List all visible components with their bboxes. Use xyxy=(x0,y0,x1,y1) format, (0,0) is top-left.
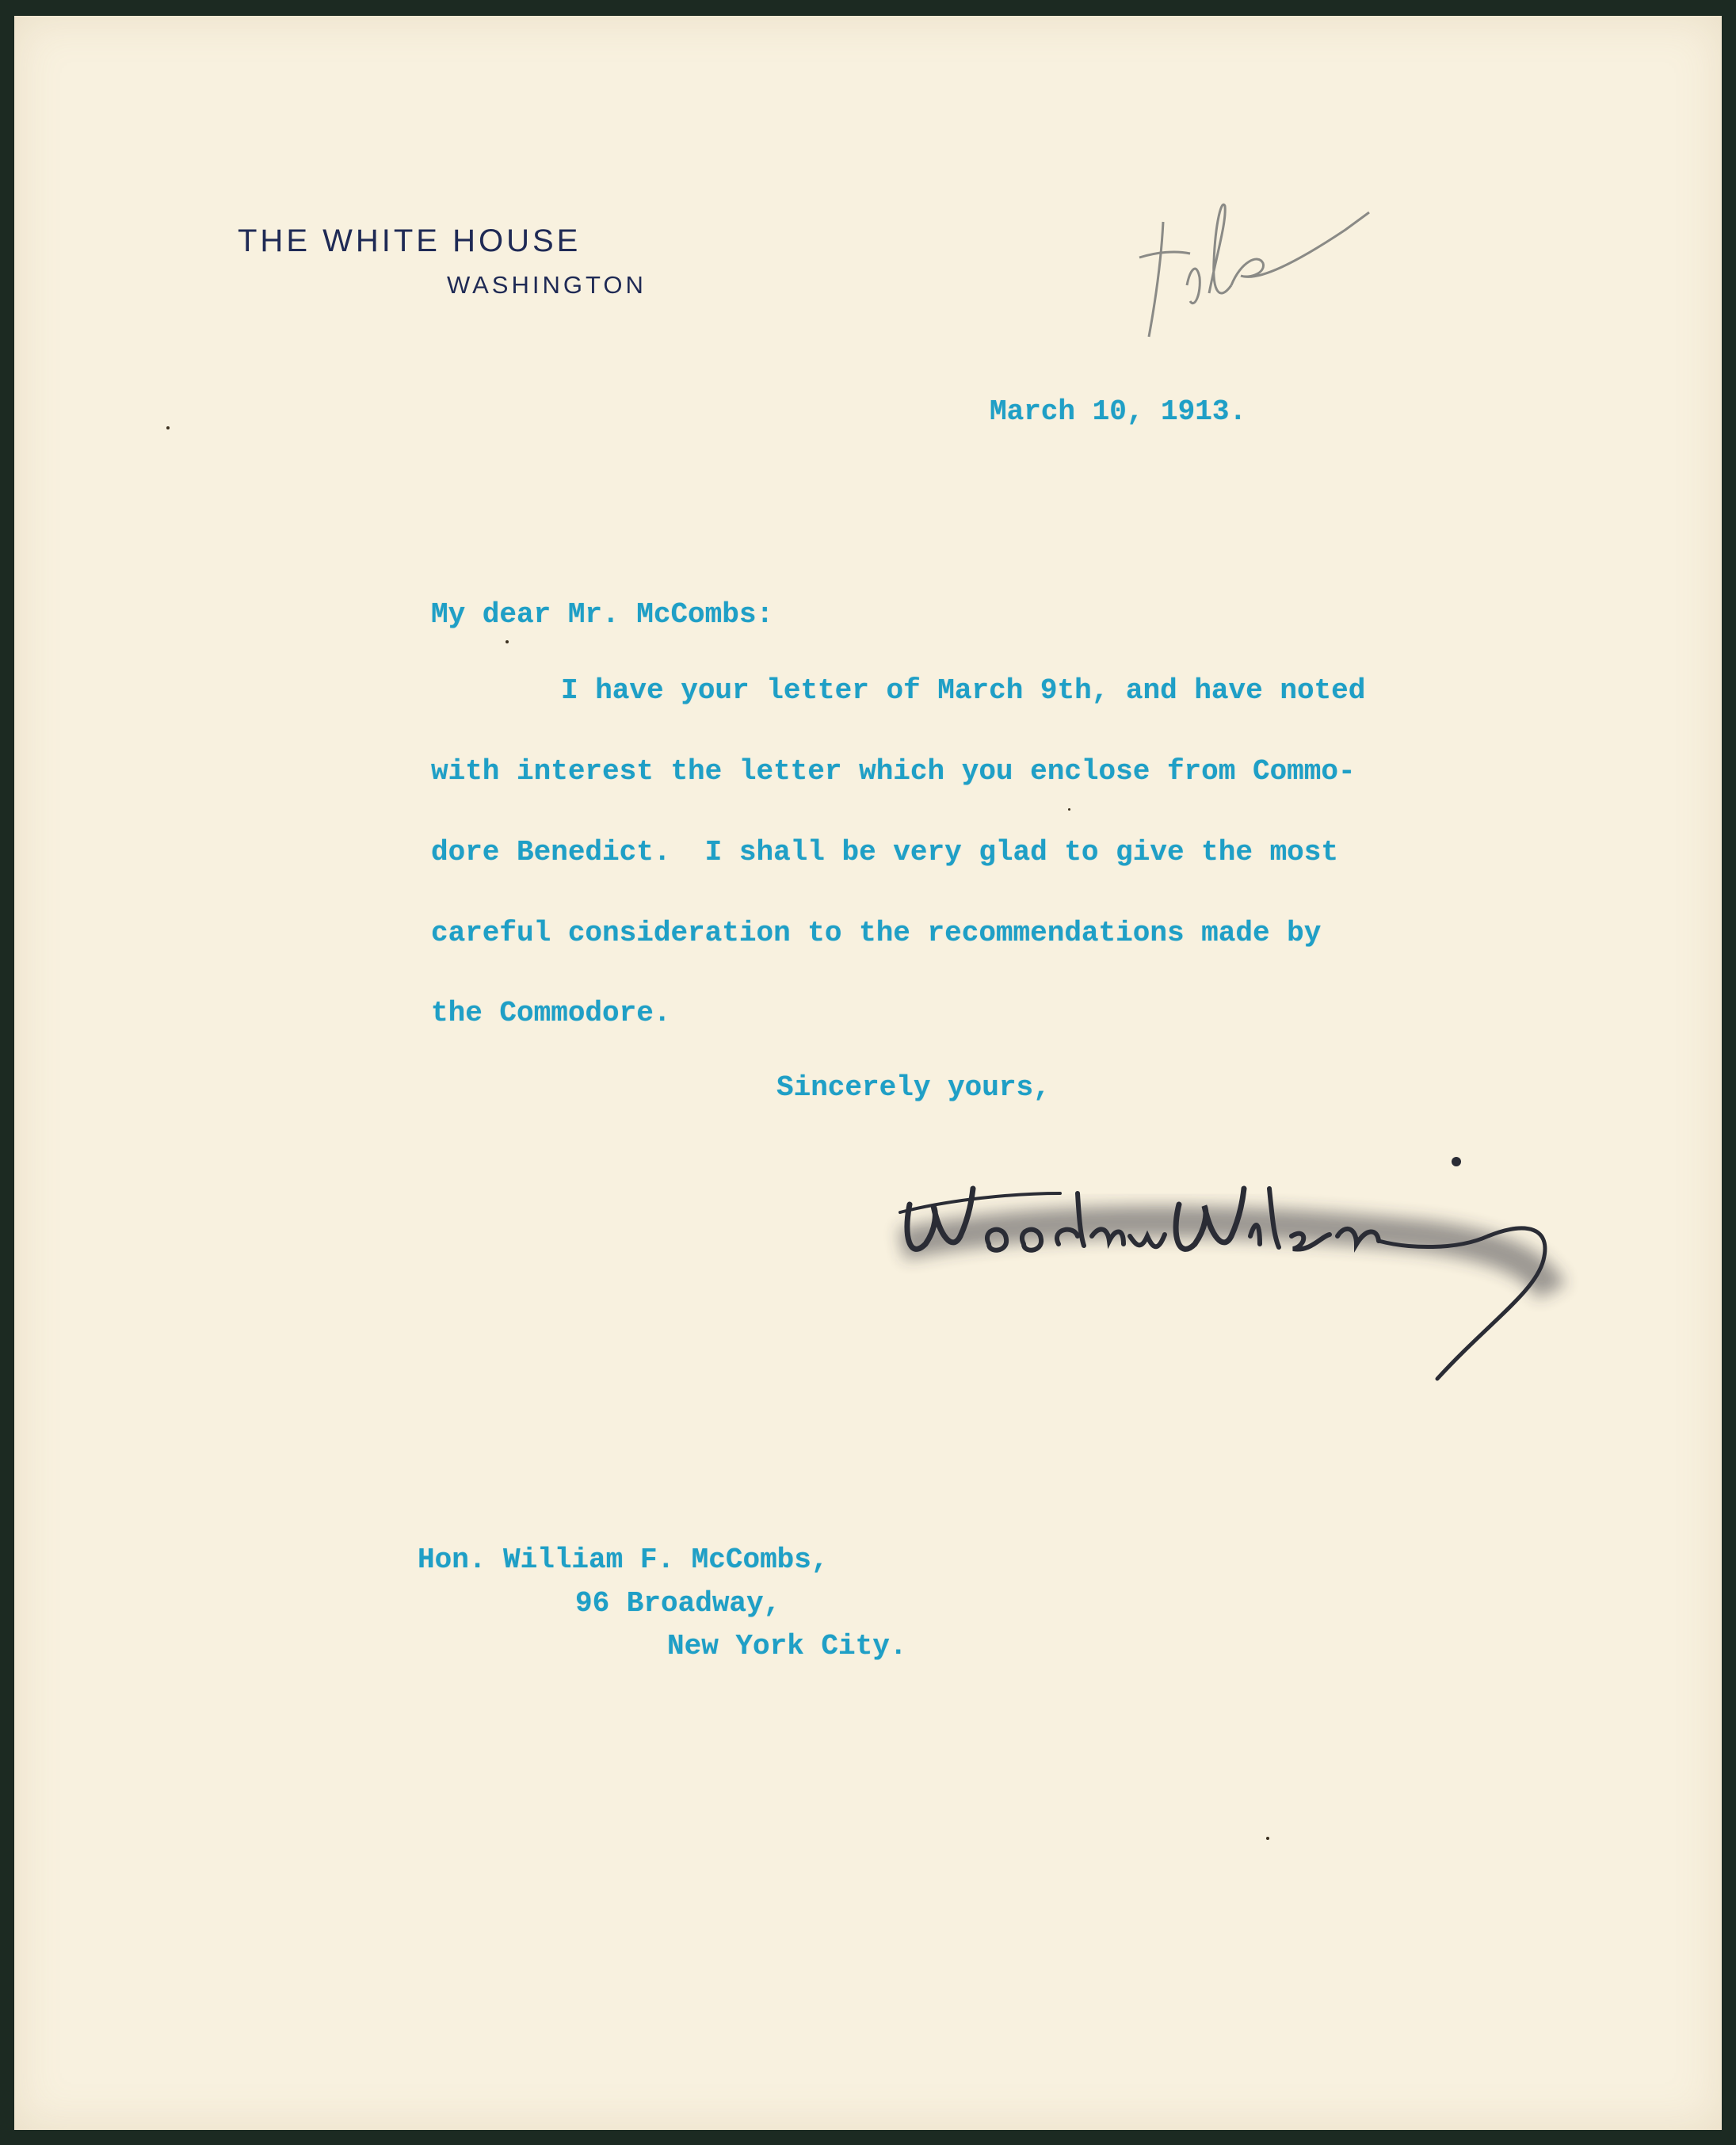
signature xyxy=(854,1117,1583,1418)
file-pencil-annotation xyxy=(1108,174,1393,357)
closing: Sincerely yours, xyxy=(776,1071,1051,1104)
address-line-city: New York City. xyxy=(667,1630,907,1662)
body-line: the Commodore. xyxy=(431,997,671,1029)
body-line: with interest the letter which you enclose from Commo- xyxy=(431,755,1356,788)
body-line: careful consideration to the recommendations made by xyxy=(431,917,1322,949)
letter-date: March 10, 1913. xyxy=(990,395,1247,428)
body-line: dore Benedict. I shall be very glad to give the most xyxy=(431,836,1338,868)
paper-speck xyxy=(166,426,170,429)
letterhead-title: THE WHITE HOUSE xyxy=(238,223,582,258)
paper-speck xyxy=(506,640,509,643)
letter-page xyxy=(14,16,1722,2130)
letterhead-city: WASHINGTON xyxy=(447,271,647,299)
salutation: My dear Mr. McCombs: xyxy=(431,598,774,631)
body-line: I have your letter of March 9th, and have noted xyxy=(561,674,1366,707)
paper-speck xyxy=(1068,808,1070,811)
address-line-name: Hon. William F. McCombs, xyxy=(418,1544,829,1576)
paper-speck xyxy=(1266,1837,1269,1840)
address-line-street: 96 Broadway, xyxy=(575,1587,781,1620)
